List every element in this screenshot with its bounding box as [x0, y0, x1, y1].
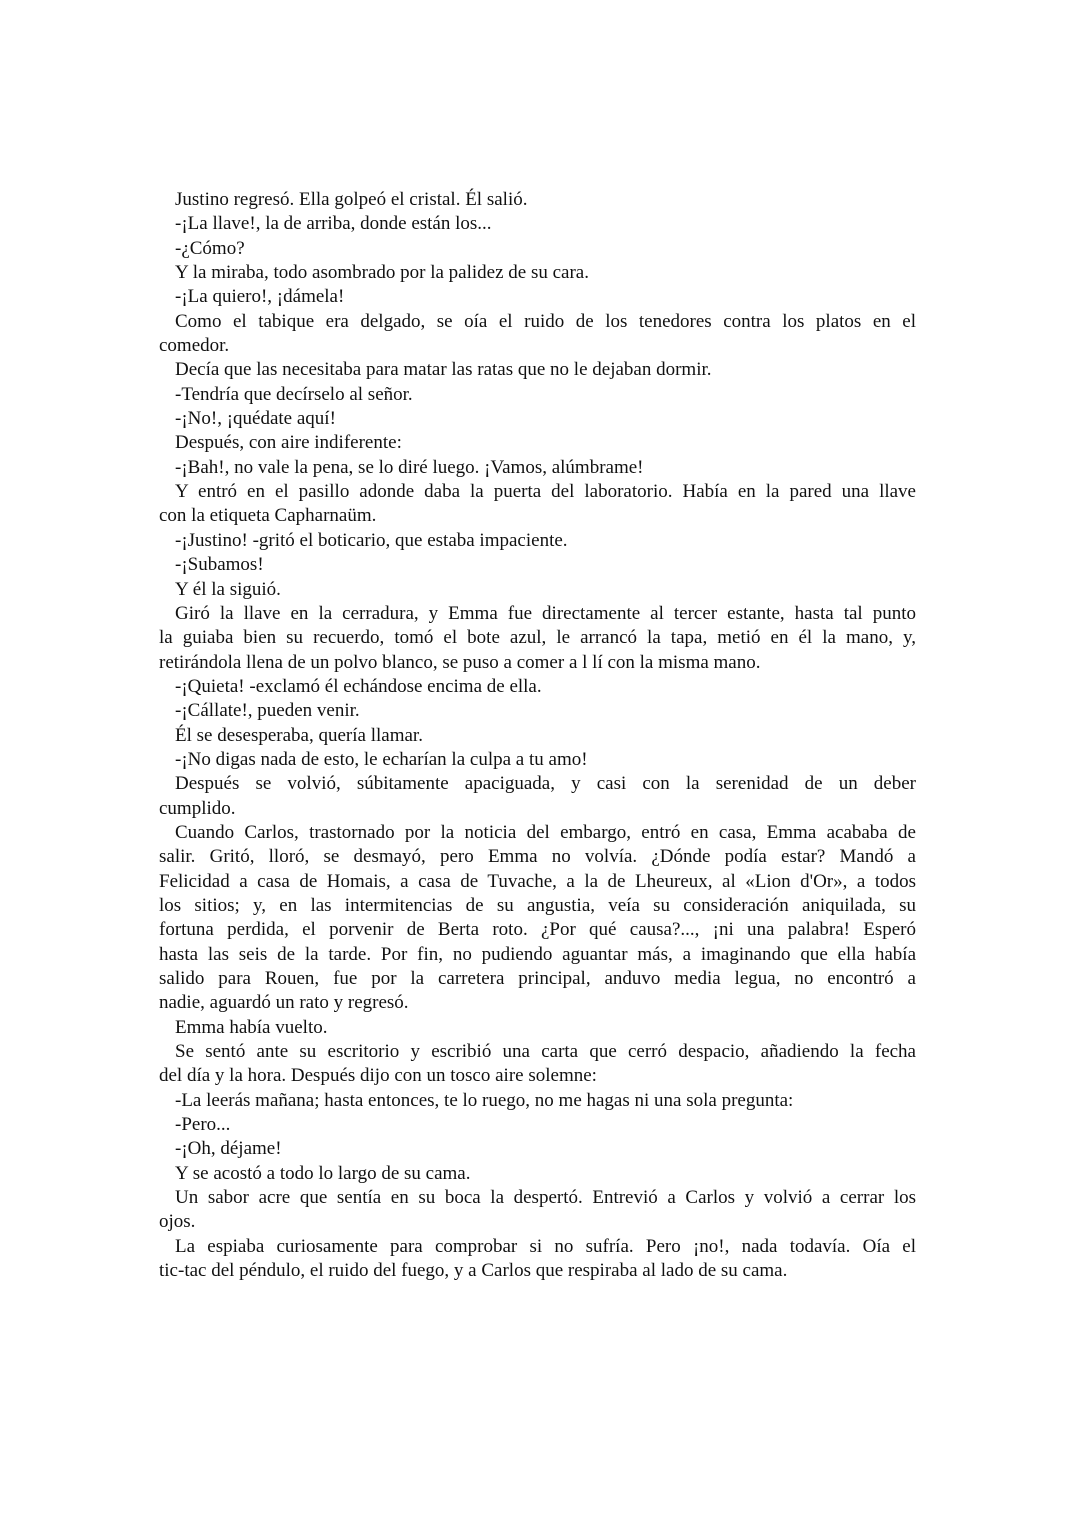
text-line: -¿Cómo?: [175, 237, 245, 259]
paragraph: [159, 748, 916, 772]
paragraph: [159, 699, 916, 723]
text-line: Y entró en el pasillo adonde daba la puerta del laboratorio. Había en la pared una llave: [175, 481, 916, 503]
paragraph: [159, 358, 916, 382]
paragraph: [159, 431, 916, 455]
paragraph: [159, 1186, 916, 1235]
paragraph: [159, 456, 916, 480]
paragraph: [159, 553, 916, 577]
text-line: Felicidad a casa de Homais, a casa de Tuvache, a la de Lheureux, al «Lion d'Or», a todos: [159, 870, 916, 892]
text-line: Justino regresó. Ella golpeó el cristal. Él salió.: [175, 189, 528, 210]
text-line: La espiaba curiosamente para comprobar si no sufría. Pero ¡no!, nada todavía. Oía el: [175, 1235, 916, 1257]
text-line: -¡No digas nada de esto, le echarían la culpa a tu amo!: [175, 748, 588, 770]
text-line: ojos.: [159, 1211, 196, 1233]
paragraph: [159, 724, 916, 748]
paragraph: [159, 772, 916, 821]
paragraph: [159, 1040, 916, 1089]
text-line: salido para Rouen, fue por la carretera principal, anduvo media legua, no encontró a: [159, 968, 916, 989]
paragraph: [159, 1089, 916, 1113]
paragraph: [159, 1137, 916, 1161]
text-line: -¡Oh, déjame!: [175, 1138, 282, 1160]
text-line: Un sabor acre que sentía en su boca la despertó. Entrevió a Carlos y volvió a cerrar los: [175, 1187, 916, 1209]
text-line: -Pero...: [175, 1114, 231, 1136]
text-line: comedor.: [159, 335, 230, 357]
document-page: [159, 188, 916, 1283]
text-line: los sitios; y, en las intermitencias de su angustia, veía su consideración aniquilada, su: [159, 894, 916, 916]
paragraph: [159, 285, 916, 309]
paragraph: [159, 1235, 916, 1284]
text-line: la guiaba bien su recuerdo, tomó el bote azul, le arrancó la tapa, metió en él la mano, y,: [159, 627, 916, 649]
text-line: del día y la hora. Después dijo con un tosco aire solemne:: [159, 1065, 597, 1087]
text-line: Emma había vuelto.: [175, 1016, 328, 1038]
paragraph: [159, 529, 916, 553]
text-line: Cuando Carlos, trastornado por la noticia del embargo, entró en casa, Emma acababa de: [175, 821, 916, 843]
paragraph: [159, 675, 916, 699]
text-line: Y se acostó a todo lo largo de su cama.: [175, 1162, 471, 1184]
paragraph: [159, 212, 916, 236]
text-line: Se sentó ante su escritorio y escribió una carta que cerró despacio, añadiendo la fecha: [175, 1041, 916, 1063]
paragraph: [159, 578, 916, 602]
text-line: -¡No!, ¡quédate aquí!: [175, 408, 336, 430]
text-line: Giró la llave en la cerradura, y Emma fue directamente al tercer estante, hasta tal punto: [175, 602, 916, 624]
text-line: -¡Justino! -gritó el boticario, que estaba impaciente.: [175, 529, 568, 551]
text-line: -¡Cállate!, pueden venir.: [175, 700, 360, 722]
paragraph: [159, 480, 916, 529]
text-line: -¡La llave!, la de arriba, donde están los...: [175, 213, 492, 235]
text-line: -La leerás mañana; hasta entonces, te lo ruego, no me hagas ni una sola pregunta:: [175, 1089, 794, 1111]
text-line: Decía que las necesitaba para matar las ratas que no le dejaban dormir.: [175, 359, 712, 381]
text-line: fortuna perdida, el porvenir de Berta roto. ¿Por qué causa?..., ¡ni una palabra! Esperó: [159, 919, 916, 941]
text-line: -¡Quieta! -exclamó él echándose encima de ella.: [175, 675, 542, 697]
text-line: -¡Bah!, no vale la pena, se lo diré luego. ¡Vamos, alúmbrame!: [175, 456, 644, 478]
text-line: con la etiqueta Capharnaüm.: [159, 505, 377, 527]
text-line: Después, con aire indiferente:: [175, 432, 402, 454]
paragraph: [159, 1016, 916, 1040]
text-line: Y él la siguió.: [175, 578, 281, 600]
paragraph: [159, 261, 916, 285]
text-line: Y la miraba, todo asombrado por la palidez de su cara.: [175, 262, 589, 284]
text-line: tic-tac del péndulo, el ruido del fuego, y a Carlos que respiraba al lado de su cama.: [159, 1260, 788, 1282]
paragraph: [159, 1162, 916, 1186]
text-line: -¡La quiero!, ¡dámela!: [175, 286, 345, 308]
paragraph: [159, 821, 916, 1016]
text-line: -¡Subamos!: [175, 554, 264, 576]
paragraph: [159, 188, 916, 212]
text-line: retirándola llena de un polvo blanco, se puso a comer a l lí con la misma mano.: [159, 651, 761, 673]
text-line: cumplido.: [159, 797, 236, 819]
text-line: Después se volvió, súbitamente apaciguada, y casi con la serenidad de un deber: [175, 773, 916, 795]
paragraph: [159, 1113, 916, 1137]
paragraph: [159, 407, 916, 431]
text-line: Como el tabique era delgado, se oía el ruido de los tenedores contra los platos en el: [175, 310, 916, 332]
text-line: Él se desesperaba, quería llamar.: [175, 724, 423, 746]
text-line: -Tendría que decírselo al señor.: [175, 383, 413, 405]
text-line: hasta las seis de la tarde. Por fin, no pudiendo aguantar más, a imaginando que ella había: [159, 943, 916, 965]
paragraph: [159, 237, 916, 261]
text-line: salir. Gritó, lloró, se desmayó, pero Emma no volvía. ¿Dónde podía estar? Mandó a: [159, 846, 916, 868]
text-line: nadie, aguardó un rato y regresó.: [159, 992, 409, 1014]
paragraph: [159, 602, 916, 675]
paragraph: [159, 383, 916, 407]
paragraph: [159, 310, 916, 359]
